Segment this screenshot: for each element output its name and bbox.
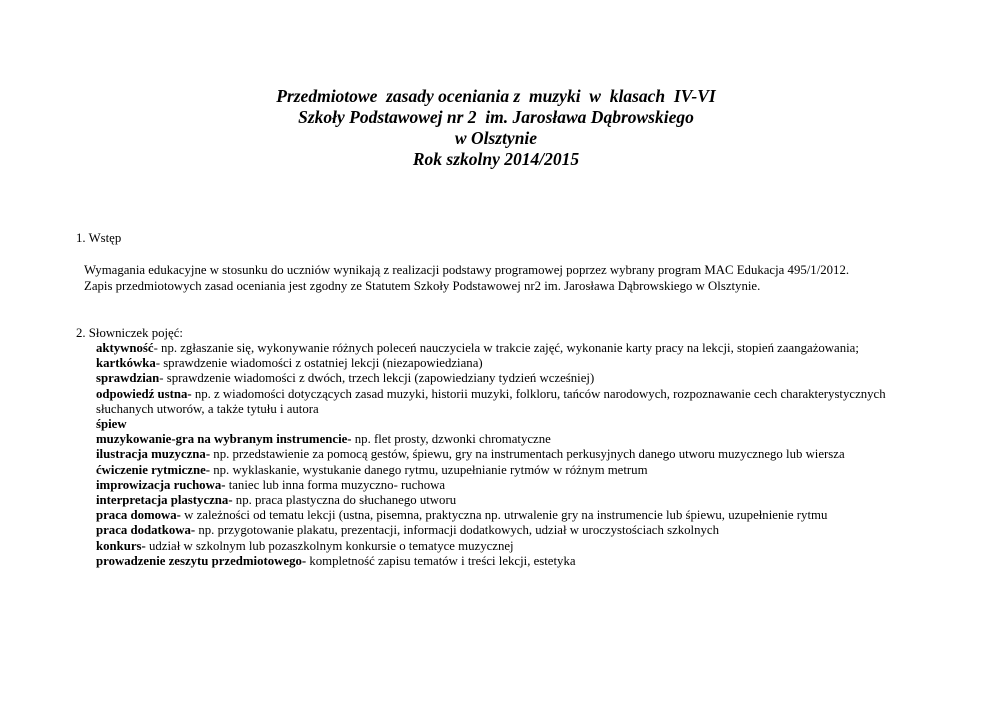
intro-paragraph-1: Wymagania edukacyjne w stosunku do uczniów wynikają z realizacji podstawy programowej poprzez wybrany program MAC Edukacja 495/1/2012.: [84, 263, 850, 277]
glossary-description: np. flet prosty, dzwonki chromatyczne: [351, 432, 551, 447]
glossary-entry: [96, 554, 912, 569]
glossary-description: np. przedstawienie za pomocą gestów, śpiewu, gry na instrumentach perkusyjnych danego utworu muzycznego lub wiersza: [210, 447, 845, 462]
glossary-term: konkurs-: [96, 538, 146, 553]
glossary-entry: [96, 463, 912, 478]
glossary-description: np. praca plastyczna do słuchanego utworu: [232, 493, 457, 508]
glossary-entry: [96, 523, 912, 538]
section-1-body: [84, 262, 912, 294]
glossary-entry: [96, 432, 912, 447]
glossary-term: prowadzenie zeszytu przedmiotowego-: [96, 553, 307, 568]
title-line-3: w Olsztynie: [454, 128, 538, 148]
glossary-term: kartkówka: [96, 356, 156, 371]
glossary-entry: [96, 356, 912, 371]
glossary-description: kompletność zapisu tematów i treści lekcji, estetyka: [306, 553, 576, 568]
glossary-term: improwizacja ruchowa-: [96, 477, 226, 492]
glossary-description: - sprawdzenie wiadomości z dwóch, trzech lekcji (zapowiedziany tydzień wcześniej): [159, 371, 595, 386]
glossary-description: - sprawdzenie wiadomości z ostatniej lekcji (niezapowiedziana): [155, 356, 483, 371]
glossary-description: w zależności od tematu lekcji (ustna, pisemna, praktyczna np. utrwalenie gry na instrumencie lub śpiewu, uzupełnienie rytmu: [180, 508, 828, 523]
glossary-entry: [96, 508, 912, 523]
glossary-entry: [96, 371, 912, 386]
glossary-description: - np. zgłaszanie się, wykonywanie różnych poleceń nauczyciela w trakcie zajęć, wykonanie karty pracy na lekcji, stopień zaangażowania;: [153, 341, 859, 355]
glossary-description: np. z wiadomości dotyczących zasad muzyki, historii muzyki, folkloru, tańców narodowych, rozpoznawanie cech charakterystycznych słuchanych utworów, a także tytułu i autora: [96, 386, 886, 416]
glossary-term: aktywność: [96, 341, 154, 355]
title-line-1: Przedmiotowe zasady oceniania z muzyki w klasach IV-VI: [276, 86, 716, 106]
glossary-term: praca dodatkowa-: [96, 523, 196, 538]
intro-paragraph-2: Zapis przedmiotowych zasad oceniania jest zgodny ze Statutem Szkoły Podstawowej nr2 im. Jarosława Dąbrowskiego w Olsztynie.: [84, 279, 761, 293]
glossary-term: odpowiedź ustna-: [96, 386, 192, 401]
section-2-heading: 2. Słowniczek pojęć:: [76, 326, 183, 340]
glossary-term: ćwiczenie rytmiczne-: [96, 462, 211, 477]
document-title: [0, 86, 992, 170]
glossary-list: [96, 341, 912, 569]
glossary-entry: [96, 447, 912, 462]
glossary-entry: [96, 478, 912, 493]
glossary-entry: [96, 387, 912, 417]
glossary-term: muzykowanie-gra na wybranym instrumencie-: [96, 432, 352, 447]
title-line-4: Rok szkolny 2014/2015: [412, 149, 580, 169]
glossary-term: śpiew: [96, 417, 127, 432]
title-line-2: Szkoły Podstawowej nr 2 im. Jarosława Dąbrowskiego: [298, 107, 694, 127]
glossary-entry: [96, 341, 912, 356]
glossary-term: interpretacja plastyczna-: [96, 493, 233, 508]
glossary-entry: [96, 417, 912, 432]
glossary-entry: [96, 539, 912, 554]
glossary-term: ilustracja muzyczna-: [96, 447, 211, 462]
glossary-term: praca domowa-: [96, 508, 181, 523]
section-1-heading: 1. Wstęp: [76, 231, 122, 245]
glossary-description: udział w szkolnym lub pozaszkolnym konkursie o tematyce muzycznej: [145, 538, 514, 553]
glossary-term: sprawdzian: [96, 371, 160, 386]
glossary-entry: [96, 493, 912, 508]
glossary-description: np. przygotowanie plakatu, prezentacji, informacji dodatkowych, udział w uroczystościach szkolnych: [195, 523, 719, 538]
glossary-description: np. wyklaskanie, wystukanie danego rytmu, uzupełnianie rytmów w różnym metrum: [210, 462, 648, 477]
glossary-description: taniec lub inna forma muzyczno- ruchowa: [225, 477, 446, 492]
